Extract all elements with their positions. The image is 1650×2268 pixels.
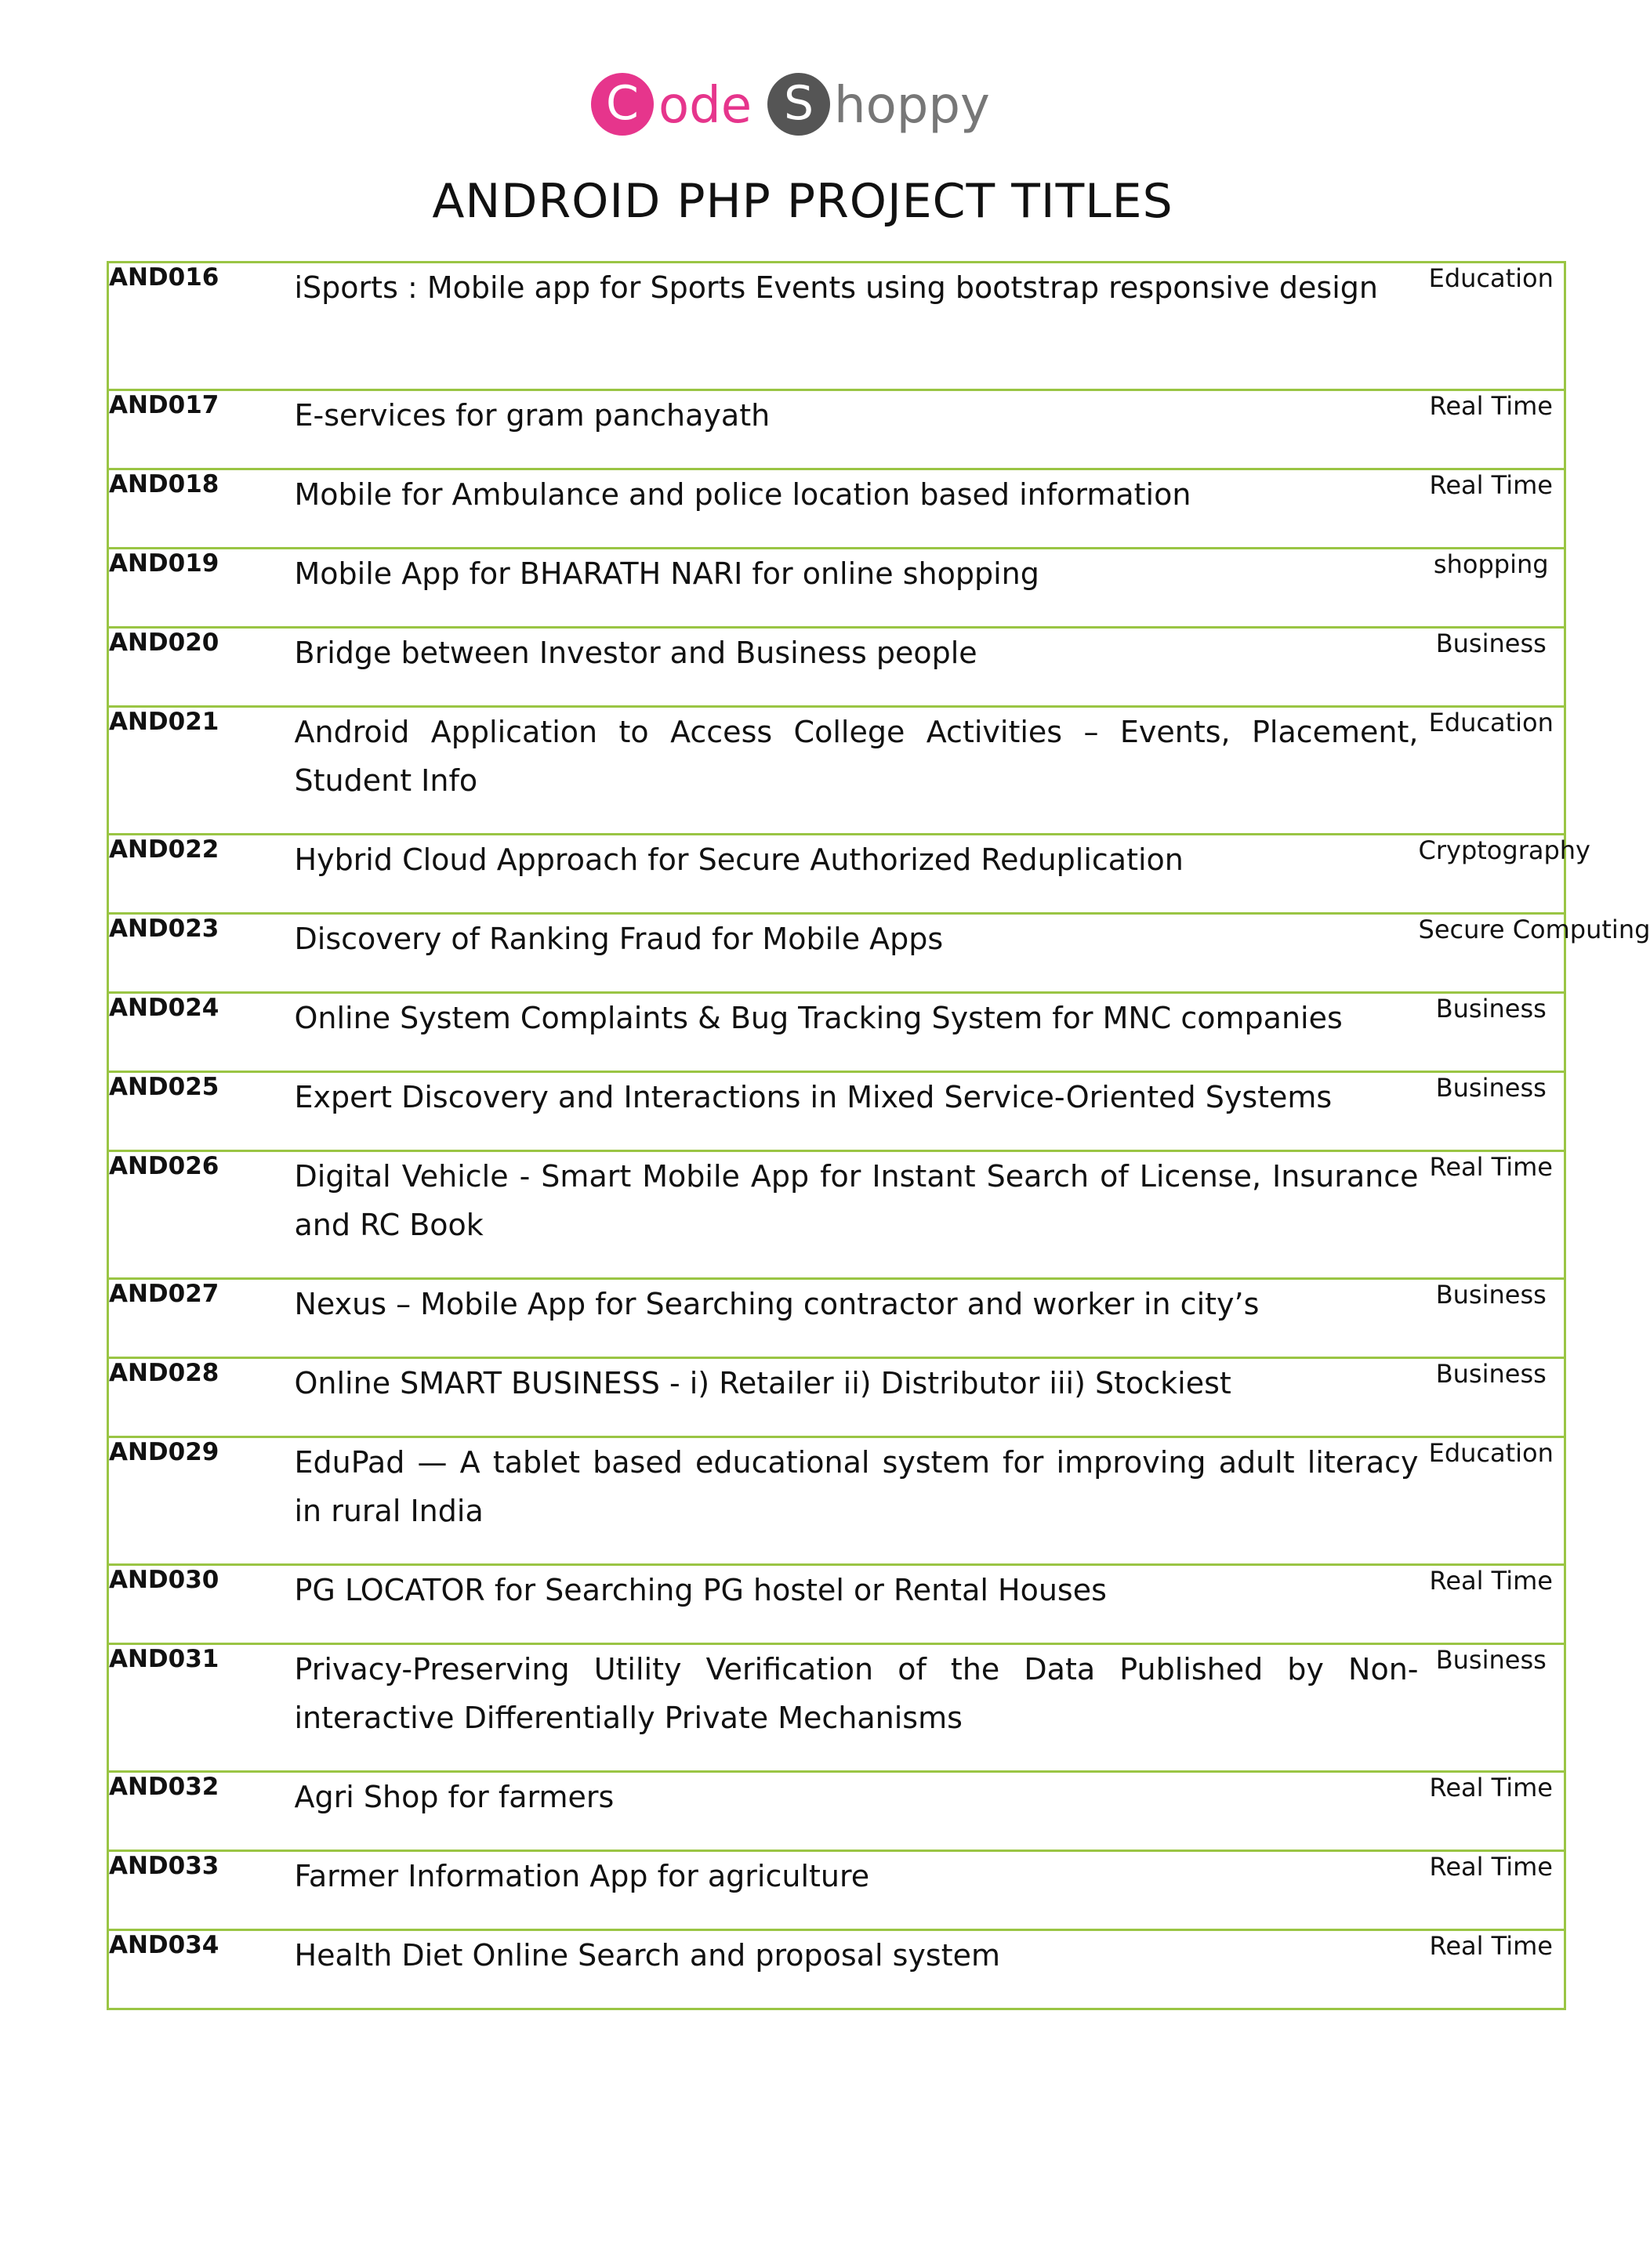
project-category: Business: [1419, 993, 1565, 1072]
project-category: Education: [1419, 707, 1565, 835]
project-title: PG LOCATOR for Searching PG hostel or Rental Houses: [295, 1565, 1419, 1644]
table-row: [108, 1772, 1565, 1851]
table-row: [108, 1358, 1565, 1437]
table-row: [108, 1072, 1565, 1151]
table-row: [108, 628, 1565, 707]
project-title: Health Diet Online Search and proposal system: [295, 1930, 1419, 2009]
project-title: iSports : Mobile app for Sports Events using bootstrap responsive design: [295, 263, 1419, 390]
project-category: Real Time: [1419, 390, 1565, 469]
project-code: AND029: [108, 1437, 295, 1565]
project-title: Expert Discovery and Interactions in Mixed Service-Oriented Systems: [295, 1072, 1419, 1151]
project-code: AND018: [108, 469, 295, 549]
project-category: Secure Computing: [1419, 914, 1565, 993]
table-row: [108, 1279, 1565, 1358]
table-row: [108, 1930, 1565, 2009]
project-title: Bridge between Investor and Business people: [295, 628, 1419, 707]
project-category: Real Time: [1419, 1565, 1565, 1644]
project-code: AND024: [108, 993, 295, 1072]
project-category: Real Time: [1419, 1151, 1565, 1279]
project-category: Real Time: [1419, 1851, 1565, 1930]
logo-hoppy-text: hoppy: [834, 77, 990, 135]
project-category: Education: [1419, 263, 1565, 390]
project-title: Mobile App for BHARATH NARI for online shopping: [295, 549, 1419, 628]
table-row: [108, 390, 1565, 469]
project-code: AND031: [108, 1644, 295, 1772]
project-code: AND025: [108, 1072, 295, 1151]
logo-ode-text: ode: [658, 77, 752, 135]
project-category: shopping: [1419, 549, 1565, 628]
project-title: Digital Vehicle - Smart Mobile App for Instant Search of License, Insurance and RC Book: [295, 1151, 1419, 1279]
project-code: AND020: [108, 628, 295, 707]
project-category: Education: [1419, 1437, 1565, 1565]
project-code: AND033: [108, 1851, 295, 1930]
project-code: AND028: [108, 1358, 295, 1437]
project-category: Real Time: [1419, 469, 1565, 549]
project-code: AND017: [108, 390, 295, 469]
project-code: AND030: [108, 1565, 295, 1644]
project-code: AND022: [108, 835, 295, 914]
project-category: Business: [1419, 1279, 1565, 1358]
project-title: Privacy-Preserving Utility Verification of the Data Published by Non-interactive Differentially Private Mechanisms: [295, 1644, 1419, 1772]
table-row: [108, 707, 1565, 835]
project-category: Business: [1419, 1358, 1565, 1437]
project-title: Nexus – Mobile App for Searching contractor and worker in city’s: [295, 1279, 1419, 1358]
project-code: AND032: [108, 1772, 295, 1851]
logo-s-letter: S: [783, 76, 814, 131]
project-category: Real Time: [1419, 1930, 1565, 2009]
projects-table: [107, 261, 1650, 2010]
table-row: [108, 1437, 1565, 1565]
project-title: Farmer Information App for agriculture: [295, 1851, 1419, 1930]
logo-graphic: [583, 61, 1022, 147]
project-title: EduPad — A tablet based educational system for improving adult literacy in rural India: [295, 1437, 1419, 1565]
project-title: Hybrid Cloud Approach for Secure Authorized Reduplication: [295, 835, 1419, 914]
project-code: AND019: [108, 549, 295, 628]
project-title: Android Application to Access College Activities – Events, Placement, Student Info: [295, 707, 1419, 835]
project-code: AND021: [108, 707, 295, 835]
project-title: Agri Shop for farmers: [295, 1772, 1419, 1851]
project-title: Online System Complaints & Bug Tracking System for MNC companies: [295, 993, 1419, 1072]
table-row: [108, 835, 1565, 914]
project-category: Business: [1419, 1072, 1565, 1151]
project-code: AND016: [108, 263, 295, 390]
project-title: E-services for gram panchayath: [295, 390, 1419, 469]
table-row: [108, 1644, 1565, 1772]
table-row: [108, 1565, 1565, 1644]
project-category: Business: [1419, 628, 1565, 707]
page-title: ANDROID PHP PROJECT TITLES: [432, 174, 1173, 229]
project-code: AND034: [108, 1930, 295, 2009]
project-code: AND023: [108, 914, 295, 993]
project-title: Online SMART BUSINESS - i) Retailer ii) Distributor iii) Stockiest: [295, 1358, 1419, 1437]
project-category: Cryptography: [1419, 835, 1565, 914]
project-category: Real Time: [1419, 1772, 1565, 1851]
table-row: [108, 1851, 1565, 1930]
table-row: [108, 993, 1565, 1072]
project-title: Discovery of Ranking Fraud for Mobile Apps: [295, 914, 1419, 993]
project-title: Mobile for Ambulance and police location based information: [295, 469, 1419, 549]
table-row: [108, 914, 1565, 993]
table-row: [108, 263, 1565, 390]
code-shoppy-logo: [583, 61, 1022, 147]
project-category: Business: [1419, 1644, 1565, 1772]
table-row: [108, 1151, 1565, 1279]
table-row: [108, 549, 1565, 628]
table-row: [108, 469, 1565, 549]
project-code: AND027: [108, 1279, 295, 1358]
project-code: AND026: [108, 1151, 295, 1279]
logo-c-letter: C: [606, 76, 639, 131]
